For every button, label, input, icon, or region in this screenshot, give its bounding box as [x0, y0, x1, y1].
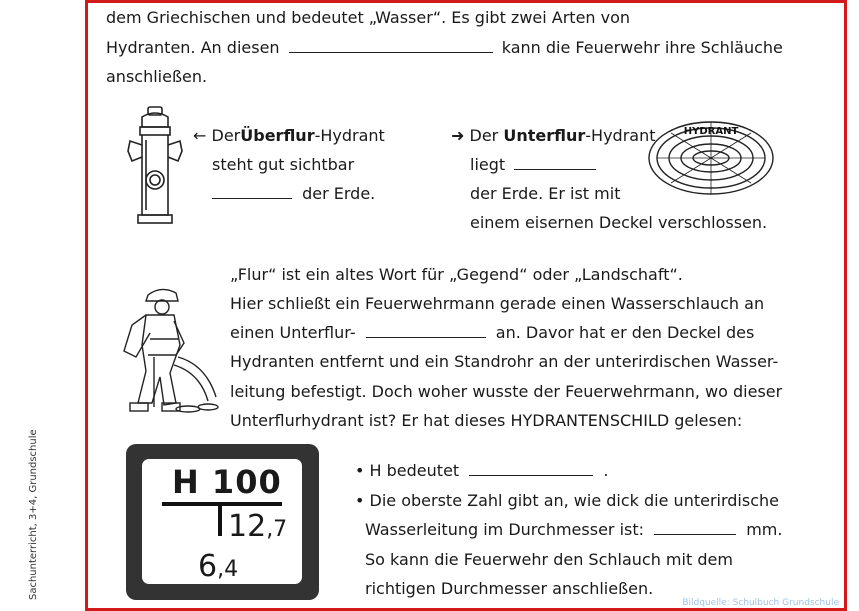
intro-line2-start: Hydranten. An diesen: [106, 38, 280, 57]
flur-line3-end: an. Davor hat er den Deckel des: [495, 323, 755, 342]
bullet-2-cont-text: Wasserleitung im Durchmesser ist:: [365, 520, 645, 539]
frame-top: [85, 0, 847, 3]
hydrant-sign-face: [142, 459, 302, 584]
underground-line3: der Erde. Er ist mit: [470, 184, 621, 203]
overground-bold: Überflur: [240, 126, 315, 145]
sign-left-value: [198, 549, 238, 584]
blank-field[interactable]: [654, 520, 736, 535]
cover-label: HYDRANT: [683, 126, 739, 137]
hydrant-cover-image: [647, 118, 775, 196]
frame-right: [844, 0, 847, 611]
bullet-3: So kann die Feuerwehr den Schlauch mit dem: [365, 550, 733, 569]
intro-line3: anschließen.: [106, 67, 208, 86]
sign-left-small: ,4: [217, 557, 239, 582]
frame-left: [85, 0, 88, 611]
flur-line5: leitung befestigt. Doch woher wusste der Feuerwehrmann, wo dieser: [230, 382, 783, 401]
bullet-2-unit: mm.: [746, 520, 783, 539]
underground-line2-text: liegt: [470, 155, 506, 174]
sign-horizontal-bar: [162, 502, 282, 506]
bullet-dot-icon: •: [355, 491, 365, 510]
flur-line3: [230, 322, 754, 344]
sign-h-label: H 100: [172, 463, 282, 501]
underground-line4: einem eisernen Deckel verschlossen.: [470, 213, 768, 232]
bullet-1: [355, 460, 608, 482]
sign-left-big: 6: [198, 549, 218, 584]
firefighter-image: [116, 285, 222, 417]
overground-hydrant-image: [122, 105, 186, 233]
overground-post: -Hydrant: [314, 126, 385, 145]
hydrant-sign: [126, 444, 319, 600]
flur-line2: Hier schließt ein Feuerwehrmann gerade einen Wasserschlauch an: [230, 294, 765, 313]
flur-line1: „Flur“ ist ein altes Wort für „Gegend“ oder „Landschaft“.: [230, 265, 683, 284]
underground-post: -Hydrant: [585, 126, 656, 145]
bullet-dot-icon: •: [355, 461, 365, 480]
blank-field[interactable]: [366, 323, 486, 338]
sign-right-value: [228, 509, 287, 544]
overground-title: [193, 125, 385, 147]
underground-line2: [470, 154, 596, 176]
sign-right-big: 12: [228, 509, 267, 544]
overground-line3-text: der Erde.: [302, 184, 376, 203]
blank-field[interactable]: [514, 155, 596, 170]
bullet-2: [355, 490, 779, 512]
overground-pre: Der: [211, 126, 241, 145]
intro-line1: dem Griechischen und bedeutet „Wasser“. Es gibt zwei Arten von: [106, 8, 631, 27]
overground-line2: steht gut sichtbar: [212, 155, 355, 174]
flur-line3-start: einen Unterflur-: [230, 323, 356, 342]
underground-title: [451, 125, 656, 147]
overground-line3: [212, 183, 375, 205]
bullet-1-end: .: [603, 461, 609, 480]
side-credit: Sachunterricht, 3+4, Grundschule: [28, 429, 39, 600]
bullet-1-text: H bedeutet: [369, 461, 460, 480]
flur-line4: Hydranten entfernt und ein Standrohr an der unterirdischen Wasser-: [230, 352, 779, 371]
intro-line2: [106, 37, 783, 59]
intro-line2-end: kann die Feuerwehr ihre Schläuche: [501, 38, 783, 57]
blank-field[interactable]: [212, 184, 292, 199]
underground-pre: Der: [469, 126, 499, 145]
blank-field[interactable]: [469, 461, 593, 476]
blank-field[interactable]: [289, 38, 493, 53]
flur-line6: Unterflurhydrant ist? Er hat dieses HYDRANTENSCHILD gelesen:: [230, 411, 743, 430]
underground-bold: Unterflur: [503, 126, 586, 145]
sign-right-small: ,7: [266, 517, 288, 542]
bullet-2-text: Die oberste Zahl gibt an, wie dick die unterirdische: [369, 491, 779, 510]
sign-vertical-bar: [218, 504, 222, 536]
right-arrow-icon: ➜: [451, 126, 465, 145]
bullet-4: richtigen Durchmesser anschließen.: [365, 579, 654, 598]
bullet-2-cont: [365, 519, 782, 541]
watermark: Bildquelle: Schulbuch Grundschule: [682, 598, 839, 608]
left-arrow-icon: ←: [193, 126, 207, 145]
